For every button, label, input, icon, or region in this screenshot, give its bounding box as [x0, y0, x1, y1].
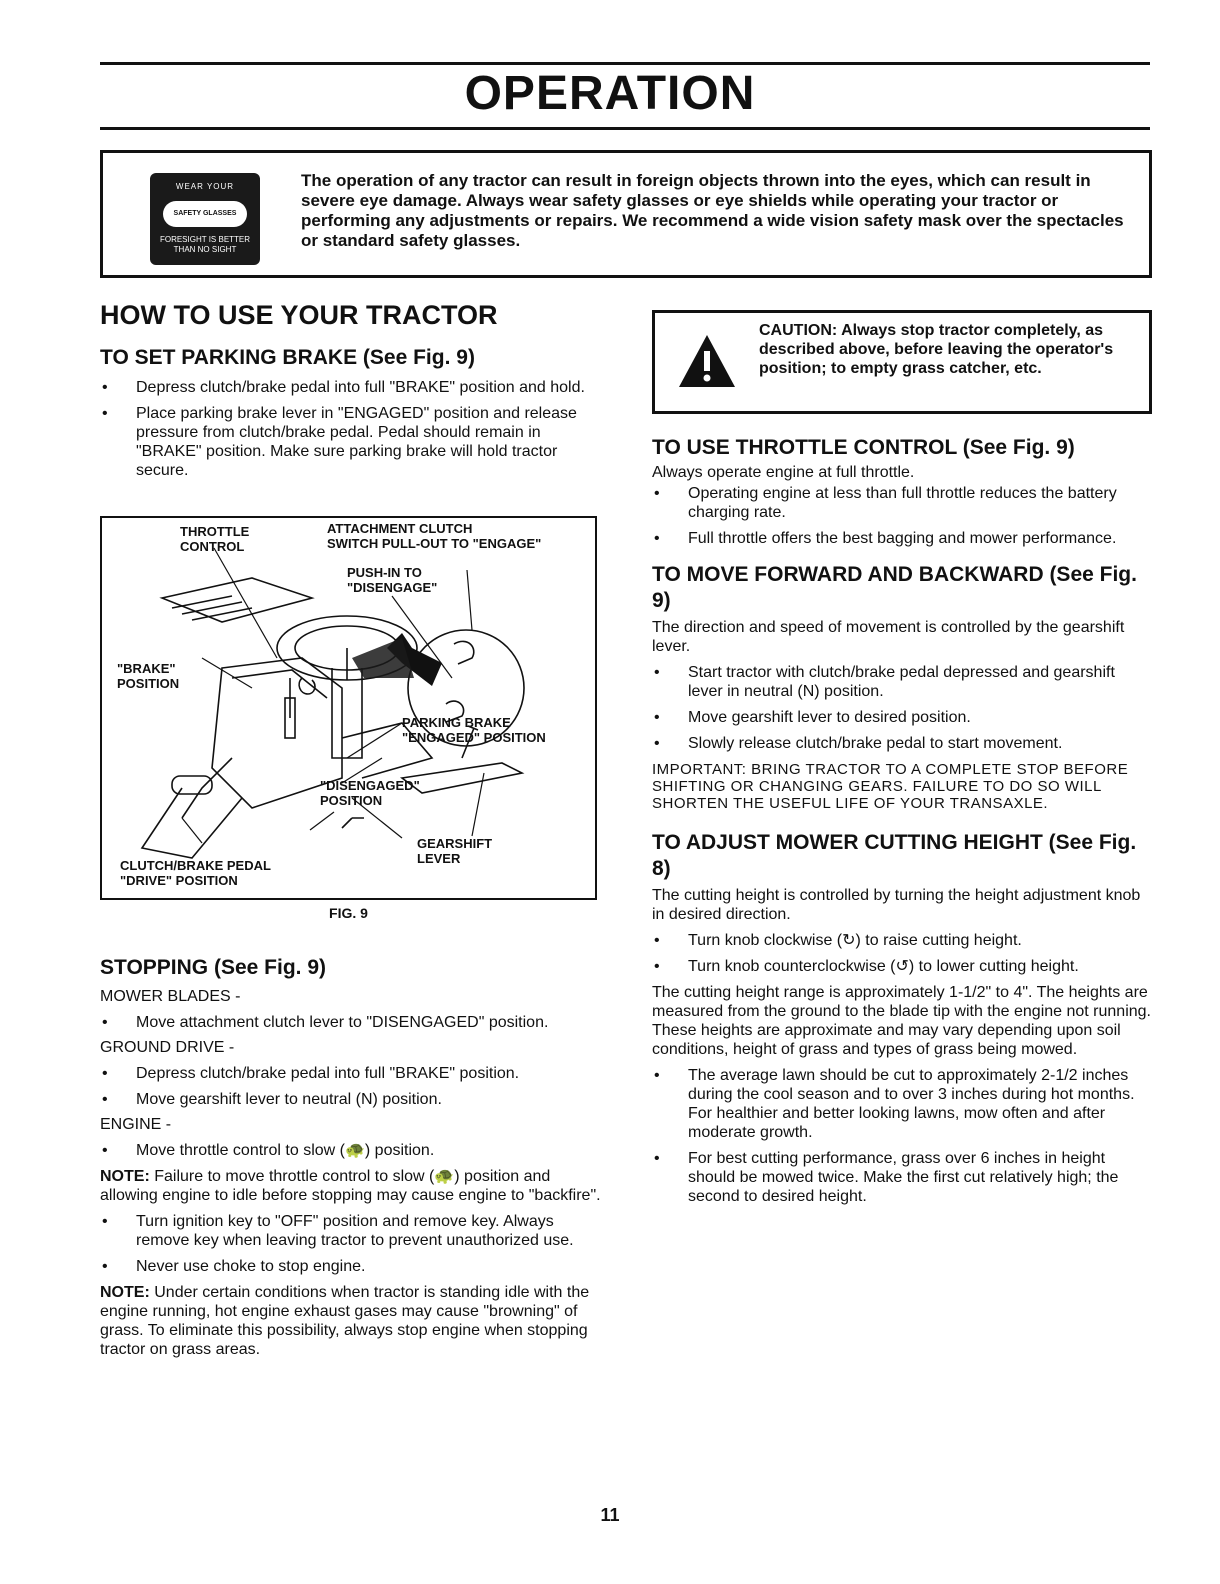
- ignition-bullet: • Turn ignition key to "OFF" position and remove key. Always remove key when leaving tractor to prevent unauthorized use.: [100, 1212, 605, 1250]
- safety-notice-box: [100, 150, 1152, 278]
- move-list: [652, 663, 1152, 753]
- note-browning-text: Under certain conditions when tractor is standing idle with the engine running, hot engine exhaust gases may cause "browning" of grass. To eliminate this possibility, always stop engine when stopping tractor on grass areas.: [100, 1284, 590, 1358]
- clutch-brake-pedal-label: CLUTCH/BRAKE PEDAL "DRIVE" POSITION: [120, 858, 271, 888]
- mower-blades-label: MOWER BLADES -: [100, 988, 241, 1005]
- caution-box: [652, 310, 1152, 414]
- title-underline: [100, 127, 1150, 130]
- cutting-list: [652, 931, 1152, 976]
- safety-icon-bottom-text: FORESIGHT IS BETTER THAN NO SIGHT: [159, 235, 251, 254]
- disengaged-position-label: "DISENGAGED" POSITION: [320, 778, 420, 808]
- push-in-label: PUSH-IN TO "DISENGAGE": [347, 565, 438, 595]
- cutting-bullet-2: • Turn knob counterclockwise (↺) to lower cutting height.: [652, 957, 1152, 976]
- ground-drive-list: [100, 1064, 605, 1109]
- engine-label: ENGINE -: [100, 1116, 172, 1133]
- throttle-control-label: THROTTLE CONTROL: [180, 524, 250, 554]
- note-browning: [100, 1283, 605, 1359]
- move-bullet-1: • Start tractor with clutch/brake pedal depressed and gearshift lever in neutral (N) position.: [652, 663, 1152, 701]
- stopping-heading: STOPPING (See Fig. 9): [100, 956, 326, 979]
- ground-bullet-1: • Depress clutch/brake pedal into full "BRAKE" position.: [100, 1064, 605, 1083]
- safety-notice-text: The operation of any tractor can result in foreign objects thrown into the eyes, which can result in severe eye damage. Always wear safety glasses or eye shields while operating your tractor or performing any adjustments or repairs. We recommend a wide vision safety mask over the spectacles or standard safety glasses.: [301, 171, 1124, 250]
- move-bullet-3: • Slowly release clutch/brake pedal to start movement.: [652, 734, 1152, 753]
- important-notice: IMPORTANT: BRING TRACTOR TO A COMPLETE STOP BEFORE SHIFTING OR CHANGING GEARS. FAILURE TO DO SO WILL SHORTEN THE USEFUL LIFE OF YOUR TRANSAXLE.: [652, 761, 1129, 812]
- cutting-intro: The cutting height is controlled by turning the height adjustment knob in desired direction.: [652, 887, 1141, 923]
- page-title: OPERATION: [464, 67, 756, 120]
- parking-brake-list: [100, 378, 605, 480]
- note-backfire-text: Failure to move throttle control to slow (🐢) position and allowing engine to idle before stopping may cause engine to "backfire".: [100, 1168, 601, 1204]
- attachment-clutch-label: ATTACHMENT CLUTCH SWITCH PULL-OUT TO "ENGAGE": [327, 521, 542, 551]
- move-intro: The direction and speed of movement is controlled by the gearshift lever.: [652, 619, 1125, 655]
- caution-text: CAUTION: Always stop tractor completely, as described above, before leaving the operator's position; to empty grass catcher, etc.: [759, 322, 1114, 377]
- move-heading: TO MOVE FORWARD AND BACKWARD (See Fig. 9): [652, 563, 1137, 612]
- throttle-list: [652, 484, 1152, 548]
- warning-triangle-icon: [677, 333, 737, 389]
- parking-brake-heading: TO SET PARKING BRAKE (See Fig. 9): [100, 346, 475, 369]
- ground-bullet-2: • Move gearshift lever to neutral (N) position.: [100, 1090, 605, 1109]
- ground-drive-label: GROUND DRIVE -: [100, 1039, 235, 1056]
- lawn-list: [652, 1066, 1152, 1206]
- how-to-use-heading: HOW TO USE YOUR TRACTOR: [100, 300, 498, 330]
- cutting-heading: TO ADJUST MOWER CUTTING HEIGHT (See Fig. 8): [652, 831, 1137, 880]
- note-label-2: NOTE:: [100, 1284, 150, 1301]
- mower-bullet: • Move attachment clutch lever to "DISENGAGED" position.: [100, 1013, 605, 1032]
- throttle-intro: Always operate engine at full throttle.: [652, 464, 915, 481]
- parking-brake-label: PARKING BRAKE "ENGAGED" POSITION: [402, 715, 546, 745]
- safety-glasses-icon: [150, 173, 260, 265]
- engine-list: [100, 1141, 605, 1160]
- brake-position-label: "BRAKE" POSITION: [117, 661, 180, 691]
- figure-9: [100, 516, 597, 900]
- engine-bullet: • Move throttle control to slow (🐢) position.: [100, 1141, 605, 1160]
- note-label: NOTE:: [100, 1168, 150, 1185]
- throttle-bullet-1: • Operating engine at less than full throttle reduces the battery charging rate.: [652, 484, 1152, 522]
- cutting-bullet-1: • Turn knob clockwise (↻) to raise cutting height.: [652, 931, 1152, 950]
- throttle-section: [652, 435, 1152, 1206]
- safety-icon-top-text: WEAR YOUR: [175, 182, 235, 191]
- move-bullet-2: • Move gearshift lever to desired position.: [652, 708, 1152, 727]
- lawn-bullet-2: • For best cutting performance, grass over 6 inches in height should be mowed twice. Make the first cut relatively high; the second to desired height.: [652, 1149, 1152, 1206]
- stopping-section: [100, 955, 605, 1359]
- top-rule: [100, 62, 1150, 65]
- parking-bullet-1: • Depress clutch/brake pedal into full "BRAKE" position and hold.: [100, 378, 605, 397]
- gearshift-lever-label: GEARSHIFT LEVER: [417, 836, 493, 866]
- lawn-bullet-1: • The average lawn should be cut to approximately 2-1/2 inches during the cool season and to over 3 inches during hot months. For healthier and better looking lawns, mow often and after moderate growth.: [652, 1066, 1152, 1142]
- choke-bullet: • Never use choke to stop engine.: [100, 1257, 605, 1276]
- safety-icon-goggle: SAFETY GLASSES: [163, 201, 247, 227]
- throttle-heading: TO USE THROTTLE CONTROL (See Fig. 9): [652, 436, 1075, 459]
- mower-blades-list: [100, 1013, 605, 1032]
- ignition-list: [100, 1212, 605, 1276]
- figure-caption: FIG. 9: [329, 905, 368, 921]
- note-backfire: [100, 1167, 605, 1205]
- throttle-bullet-2: • Full throttle offers the best bagging and mower performance.: [652, 529, 1152, 548]
- parking-bullet-2: • Place parking brake lever in "ENGAGED" position and release pressure from clutch/brake pedal. Pedal should remain in "BRAKE" position. Make sure parking brake will hold tractor secure.: [100, 404, 605, 480]
- page-number: 11: [600, 1505, 620, 1525]
- cutting-paragraph: The cutting height range is approximately 1-1/2" to 4". The heights are measured from the ground to the blade tip with the engine not running. These heights are approximate and may vary depending upon soil conditions, height of grass and types of grass being mowed.: [652, 984, 1151, 1058]
- left-column: [100, 300, 605, 1358]
